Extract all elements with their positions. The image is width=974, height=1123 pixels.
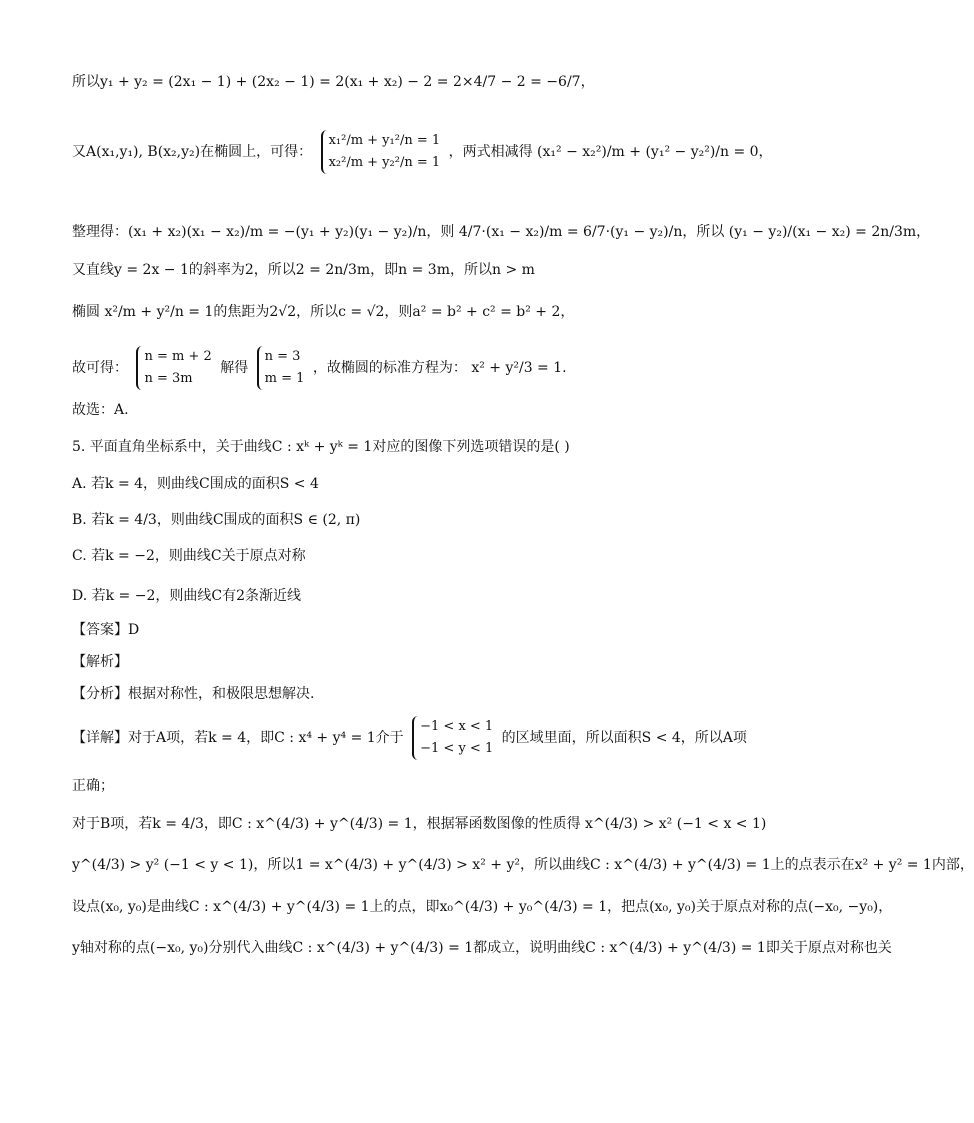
line-choice: 故选：A. (72, 402, 129, 418)
option-c: C. 若k = −2，则曲线C关于原点对称 (72, 548, 306, 564)
option-b-analysis-4: y轴对称的点(−x₀, y₀)分别代入曲线C : x^(4/3) + y^(4/3) = 1都成立，说明曲线C : x^(4/3) + y^(4/3) = 1即关于原点对称也关 (72, 940, 892, 956)
option-b-analysis-1: 对于B项，若k = 4/3，即C : x^(4/3) + y^(4/3) = 1，根据幂函数图像的性质得 x^(4/3) > x² (−1 < x < 1) (72, 816, 767, 832)
question-5: 5. 平面直角坐标系中，关于曲线C : xᵏ + yᵏ = 1对应的图像下列选项错误的是( ) (72, 439, 570, 455)
line-ellipse-points (72, 130, 773, 174)
region-eq-1: −1 < x < 1 (420, 719, 494, 734)
option-b-analysis-2: y^(4/3) > y² (−1 < y < 1)，所以1 = x^(4/3) + y^(4/3) > x² + y²，所以曲线C : x^(4/3) + y^(4/3) = 1上的点表示在x² + y² = 1内部， (72, 857, 974, 873)
solve-suffix: ，故椭圆的标准方程为： x² + y²/3 = 1. (312, 360, 567, 376)
analysis-text: 【分析】根据对称性，和极限思想解决. (72, 686, 315, 702)
result-eq-1: n = 3 (264, 349, 301, 364)
region-eq-2: −1 < y < 1 (420, 741, 494, 756)
system-eq-1: x₁²/m + y₁²/n = 1 (328, 133, 441, 148)
equation-system-region (412, 716, 493, 760)
equation-system-points (321, 130, 441, 174)
line-simplify: 整理得：(x₁ + x₂)(x₁ − x₂)/m = −(y₁ + y₂)(y₁ − y₂)/n，则 4/7·(x₁ − x₂)/m = 6/7·(y₁ − y₂)/n，所以 (y₁ − y₂)/(x₁ − x₂) = 2n/3m， (72, 224, 931, 240)
solve-mid: 解得 (220, 360, 249, 376)
detail-line (72, 716, 754, 760)
solve-eq-2: n = 3m (144, 371, 193, 386)
option-b-analysis-3: 设点(x₀, y₀)是曲线C : x^(4/3) + y^(4/3) = 1上的点，即x₀^(4/3) + y₀^(4/3) = 1，把点(x₀, y₀)关于原点对称的点(−x₀, −y₀)， (72, 899, 893, 915)
system-eq-2: x₂²/m + y₂²/n = 1 (328, 155, 441, 170)
answer-label: 【答案】D (72, 622, 140, 638)
option-b: B. 若k = 4/3，则曲线C围成的面积S ∈ (2, π) (72, 512, 361, 528)
ellipse-points-prefix: 又A(x₁,y₁), B(x₂,y₂)在椭圆上，可得： (72, 144, 313, 160)
equation-system-solve (136, 346, 211, 390)
correct-text: 正确； (72, 778, 114, 794)
result-eq-2: m = 1 (264, 371, 305, 386)
option-d: D. 若k = −2，则曲线C有2条渐近线 (72, 588, 301, 604)
line-slope: 又直线y = 2x − 1的斜率为2，所以2 = 2n/3m，即n = 3m，所以n > m (72, 262, 535, 278)
line-sum-y: 所以y₁ + y₂ = (2x₁ − 1) + (2x₂ − 1) = 2(x₁ + x₂) − 2 = 2×4/7 − 2 = −6/7， (72, 74, 595, 90)
analysis-heading: 【解析】 (72, 654, 128, 670)
detail-suffix: 的区域里面，所以面积S < 4，所以A项 (501, 730, 747, 746)
equation-system-result (257, 346, 305, 390)
solve-eq-1: n = m + 2 (144, 349, 212, 364)
line-focal: 椭圆 x²/m + y²/n = 1的焦距为2√2，所以c = √2，则a² = b² + c² = b² + 2， (72, 304, 575, 320)
line-solve (72, 346, 754, 390)
solve-prefix: 故可得： (72, 360, 128, 376)
ellipse-points-suffix: ，两式相减得 (x₁² − x₂²)/m + (y₁² − y₂²)/n = 0， (448, 144, 773, 160)
detail-prefix: 【详解】对于A项，若k = 4，即C : x⁴ + y⁴ = 1介于 (72, 730, 404, 746)
option-a: A. 若k = 4，则曲线C围成的面积S < 4 (72, 476, 319, 492)
